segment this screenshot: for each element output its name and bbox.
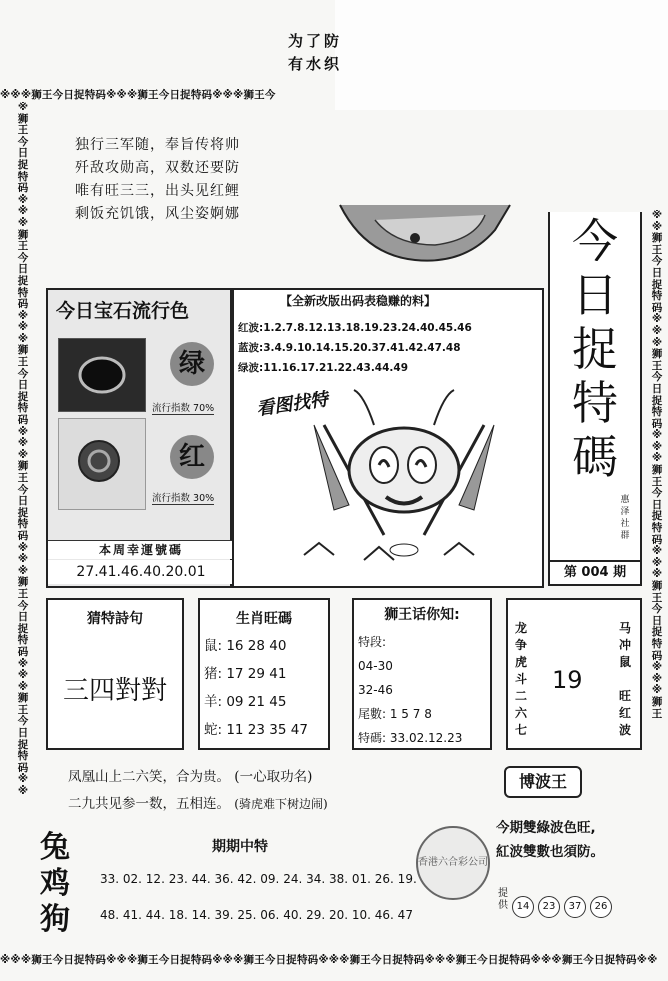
number-ball: 14 <box>512 896 534 918</box>
poem-line: 唯有旺三三，出头见红鲤 <box>75 183 240 199</box>
riddle-text: 三四對對 <box>62 676 167 706</box>
color-circle-green: 绿 <box>170 342 214 386</box>
popularity-index-2: 流行指数 30% <box>152 490 214 505</box>
side-left-char: 七 <box>514 723 527 737</box>
poem-line: 独行三军随，奉旨传将帅 <box>75 137 240 153</box>
animal-char: 鸡 <box>40 866 70 901</box>
issue-number: 第 004 期 <box>548 560 642 586</box>
border-right: ※※狮王今日捉特码※※※狮王今日捉特码※※※狮王今日捉特码※※※狮王今日捉特码※※※狮王 <box>651 210 663 720</box>
side-left-char: 龙 <box>514 621 527 635</box>
lion-illustration <box>335 200 545 270</box>
title-char: 碼 <box>572 430 618 484</box>
blue-wave: 蓝波:3.4.9.10.14.15.20.37.41.42.47.48 <box>238 342 461 354</box>
border-left: ※狮王今日捉特码※※※狮王今日捉特码※※※狮王今日捉特码※※※狮王今日捉特码※※※狮王今日捉特码※※※狮王今日捉特码※※ <box>17 102 29 798</box>
number-ball: 23 <box>538 896 560 918</box>
border-top: ※※※狮王今日捉特码※※※狮王今日捉特码※※※狮王今 <box>0 89 276 101</box>
phrase-main: 二九共见参一数，五相连。 <box>68 796 230 812</box>
number-ball: 26 <box>590 896 612 918</box>
riddle-title: 猜特詩句 <box>87 611 143 627</box>
wave-heading: 【全新改版出码表稳赚的料】 <box>280 294 437 308</box>
title-char: 今 <box>572 214 618 268</box>
color-circle-red: 红 <box>170 435 214 479</box>
phrase-note: (骑虎难下树边闹) <box>234 797 328 811</box>
header-line-1: 为了防 <box>288 32 343 50</box>
poem-line: 剩饭充饥饿，风尘姿婀娜 <box>75 206 240 222</box>
side-right-char: 马 <box>618 621 631 635</box>
periodic-line-2: 48. 41. 44. 18. 14. 39. 25. 06. 40. 29. 20. 10. 46. 47 <box>100 908 413 922</box>
zodiac-panel <box>198 598 330 750</box>
lucky-title: 本周幸運號碼 <box>48 540 234 559</box>
side-right-char: 冲 <box>618 638 631 652</box>
bowang-title: 博波王 <box>504 766 582 798</box>
border-bottom: ※※※狮王今日捉特码※※※狮王今日捉特码※※※狮王今日捉特码※※※狮王今日捉特码※※※狮王今日捉特码※※※狮王今日捉特码※※ <box>0 954 658 966</box>
riddle-panel <box>46 598 184 750</box>
animal-char: 狗 <box>40 902 70 937</box>
company-stamp: 香港六合彩公司 <box>416 826 490 900</box>
lion-tip-title: 狮王话你知: <box>384 607 460 623</box>
lucky-numbers: 27.41.46.40.20.01 <box>48 560 234 584</box>
zodiac-title: 生肖旺碼 <box>236 611 292 627</box>
sub-char: 泽 <box>620 507 630 517</box>
gem-photo-1 <box>58 338 146 412</box>
periodic-line-1: 33. 02. 12. 23. 44. 36. 42. 09. 24. 34. 38. 01. 26. 19. <box>100 872 417 886</box>
bowang-panel <box>418 758 648 948</box>
lion-tip-row: 04-30 <box>358 659 393 673</box>
phrase-main: 凤凰山上二六笑，合为贵。 <box>68 769 230 785</box>
title-char: 捉 <box>572 322 618 376</box>
bowang-line-2: 紅波雙數也須防。 <box>496 844 604 860</box>
side-right-char: 旺 <box>618 689 631 703</box>
provide-label: 提供 <box>498 888 508 911</box>
animal-char: 兔 <box>40 830 70 865</box>
poem <box>75 134 240 226</box>
title-char: 日 <box>572 268 618 322</box>
zodiac-row: 猪: 17 29 41 <box>204 666 287 682</box>
side-left-char: 二 <box>514 689 527 703</box>
number-ball: 37 <box>564 896 586 918</box>
sub-char: 社 <box>620 519 630 529</box>
green-wave: 绿波:11.16.17.21.22.43.44.49 <box>238 362 409 374</box>
lion-tip-row: 32-46 <box>358 683 393 697</box>
side-right-char: 鼠 <box>618 655 631 669</box>
popularity-index-1: 流行指数 70% <box>152 400 214 415</box>
gem-heading: 今日宝石流行色 <box>56 300 190 322</box>
title-char: 特 <box>572 376 618 430</box>
side-left-char: 争 <box>514 638 527 652</box>
side-left-char: 虎 <box>514 655 527 669</box>
gem-panel <box>46 288 232 588</box>
side-left-char: 斗 <box>514 672 527 686</box>
zodiac-row: 羊: 09 21 45 <box>204 694 287 710</box>
side-number: 19 <box>552 666 583 694</box>
title-panel <box>548 212 642 560</box>
zodiac-row: 蛇: 11 23 35 47 <box>204 722 308 738</box>
poem-line: 歼敌攻勋高，双数还要防 <box>75 160 240 176</box>
header-line-2: 有水织 <box>288 55 343 73</box>
dragon-panel <box>506 598 642 750</box>
phrase-note: (一心取功名) <box>234 769 313 785</box>
periodic-title: 期期中特 <box>212 839 268 855</box>
lion-tip-panel <box>352 598 492 750</box>
bowang-line-1: 今期雙綠波色旺, <box>496 820 596 836</box>
gem-photo-2 <box>58 418 146 510</box>
zodiac-row: 鼠: 16 28 40 <box>204 638 287 654</box>
phrase-line-1 <box>68 765 312 785</box>
red-wave: 红波:1.2.7.8.12.13.18.19.23.24.40.45.46 <box>238 322 472 334</box>
wave-panel <box>232 288 544 588</box>
sub-char: 群 <box>620 531 630 541</box>
lion-tip-row: 尾數: 1 5 7 8 <box>358 707 432 721</box>
phrase-line-2 <box>68 792 328 812</box>
lion-tip-row: 特段: <box>358 635 387 649</box>
sub-char: 惠 <box>620 495 630 505</box>
beetle-cartoon <box>294 385 514 575</box>
side-right-char: 红 <box>618 706 631 720</box>
side-right-char <box>618 671 632 688</box>
picture-label: 看图找特 <box>255 389 330 420</box>
side-right-char: 波 <box>618 723 631 737</box>
lion-tip-row: 特碼: 33.02.12.23 <box>358 731 463 745</box>
side-left-char: 六 <box>514 706 527 720</box>
